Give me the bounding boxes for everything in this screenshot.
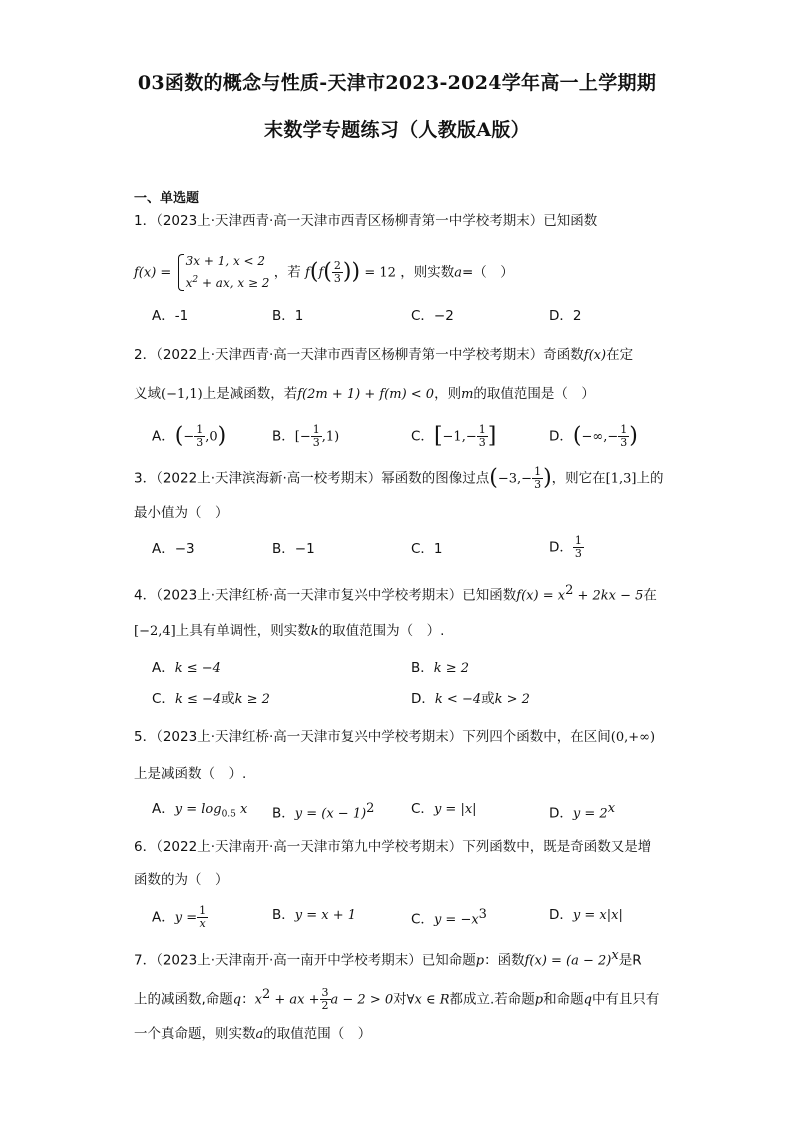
q7-line3: 一个真命题，则实数a的取值范围（ ） bbox=[134, 1026, 372, 1042]
document-title-line1: 03函数的概念与性质-天津市2023-2024学年高一上学期期 bbox=[137, 72, 657, 94]
q2-option-d: D．(−∞,− $\frac{1}{3}$ ) bbox=[549, 423, 638, 449]
q3-option-d: D． $\frac{1}{3}$ bbox=[549, 534, 582, 560]
q1-piecewise bbox=[176, 252, 270, 293]
q6-option-a: A．y = $\frac{1}{x}$ bbox=[152, 904, 207, 930]
q1-formula: f(x) = 3x + 1, x < 2 $x^2$ + ax, x ≥ 2 ，若 f(f( $\frac{2}{3}$ )) = 12 ，则实数a=（ ） bbox=[134, 252, 514, 293]
q1-fraction: $\frac{2}{3}$ bbox=[333, 259, 341, 285]
q5-line2: 上是减函数（ ）. bbox=[134, 766, 247, 782]
q6-option-c: C．$y = -x^3$ bbox=[411, 907, 487, 928]
q4-line1: 4．（2023上·天津红桥·高一天津市复兴中学校考期末）已知函数$f(x) = x^2 + 2kx - 5$在 bbox=[134, 583, 657, 604]
q1-cond-eq: = 12 bbox=[364, 265, 396, 281]
q7-line2: 上的减函数,命题q：$x^2$ + ax + $\frac{3}{2}$ a − 2 > 0对∀x ∈ R都成立.若命题p和命题q中有且只有 bbox=[134, 986, 660, 1012]
q5-line1: 5．（2023上·天津红桥·高一天津市复兴中学校考期末）下列四个函数中，在区间(0,+∞) bbox=[134, 729, 656, 745]
q5-option-b: B．$y = (x - 1)^2$ bbox=[272, 801, 375, 822]
q5-option-a: A．$y = \log_{0.5} x$ bbox=[152, 801, 248, 820]
q1-cond-pre: ，若 bbox=[273, 264, 301, 281]
q1-option-a: A．-1 bbox=[152, 308, 189, 324]
q2-option-a: A．(− $\frac{1}{3}$ ,0) bbox=[152, 423, 227, 449]
q3-line2: 最小值为（ ） bbox=[134, 505, 229, 521]
q4-option-c: C．k ≤ −4或k ≥ 2 bbox=[152, 691, 270, 707]
q5-option-c: C．y = |x| bbox=[411, 801, 477, 817]
q6-option-d: D．y = x|x| bbox=[549, 907, 623, 923]
document-title-line2: 末数学专题练习（人教版A版） bbox=[264, 119, 530, 141]
q1-case1: 3x + 1, x < 2 bbox=[185, 254, 266, 268]
q6-option-b: B．y = x + 1 bbox=[272, 907, 357, 923]
q6-line2: 函数的为（ ） bbox=[134, 872, 229, 888]
q3-option-a: A．−3 bbox=[152, 541, 195, 557]
q1-option-c: C．−2 bbox=[411, 308, 454, 324]
q2-line1: 2．（2022上·天津西青·高一天津市西青区杨柳青第一中学校考期末）奇函数f(x)在定 bbox=[134, 347, 634, 363]
q2-option-b: B．[− $\frac{1}{3}$ ,1) bbox=[272, 423, 340, 449]
q2-option-c: C．[−1,− $\frac{1}{3}$ ] bbox=[411, 423, 497, 449]
q1-option-b: B．1 bbox=[272, 308, 304, 324]
q3-option-b: B．−1 bbox=[272, 541, 315, 557]
q6-line1: 6．（2022上·天津南开·高一天津市第九中学校考期末）下列函数中，既是奇函数又是增 bbox=[134, 839, 652, 855]
q4-option-a: A．k ≤ −4 bbox=[152, 660, 221, 676]
q4-option-b: B．k ≥ 2 bbox=[411, 660, 470, 676]
q2-line2: 义域(−1,1)上是减函数，若f(2m + 1) + f(m) < 0，则m的取值范围是（ ） bbox=[134, 386, 595, 402]
q1-case2: $x^2$ + ax, x ≥ 2 bbox=[185, 275, 270, 290]
q4-option-d: D．k < −4或k > 2 bbox=[411, 691, 530, 707]
q7-line1: 7．（2023上·天津南开·高一南开中学校考期末）已知命题p：函数$f(x) = (a - 2)^x$是R bbox=[134, 948, 642, 969]
section-heading: 一、单选题 bbox=[134, 191, 200, 206]
q5-option-d: D．$y = 2^x$ bbox=[549, 801, 616, 822]
q3-option-c: C．1 bbox=[411, 541, 443, 557]
q4-line2: [−2,4]上具有单调性，则实数k的取值范围为（ ）. bbox=[134, 623, 445, 639]
q1-option-d: D．2 bbox=[549, 308, 582, 324]
q1-f-lhs: f(x) = bbox=[134, 265, 172, 281]
q1-stem: 1．（2023上·天津西青·高一天津市西青区杨柳青第一中学校考期末）已知函数 bbox=[134, 213, 598, 229]
q3-line1: 3．（2022上·天津滨海新·高一校考期末）幂函数的图像过点(−3,− $\frac{1}{3}$ )，则它在[1,3]上的 bbox=[134, 465, 664, 491]
